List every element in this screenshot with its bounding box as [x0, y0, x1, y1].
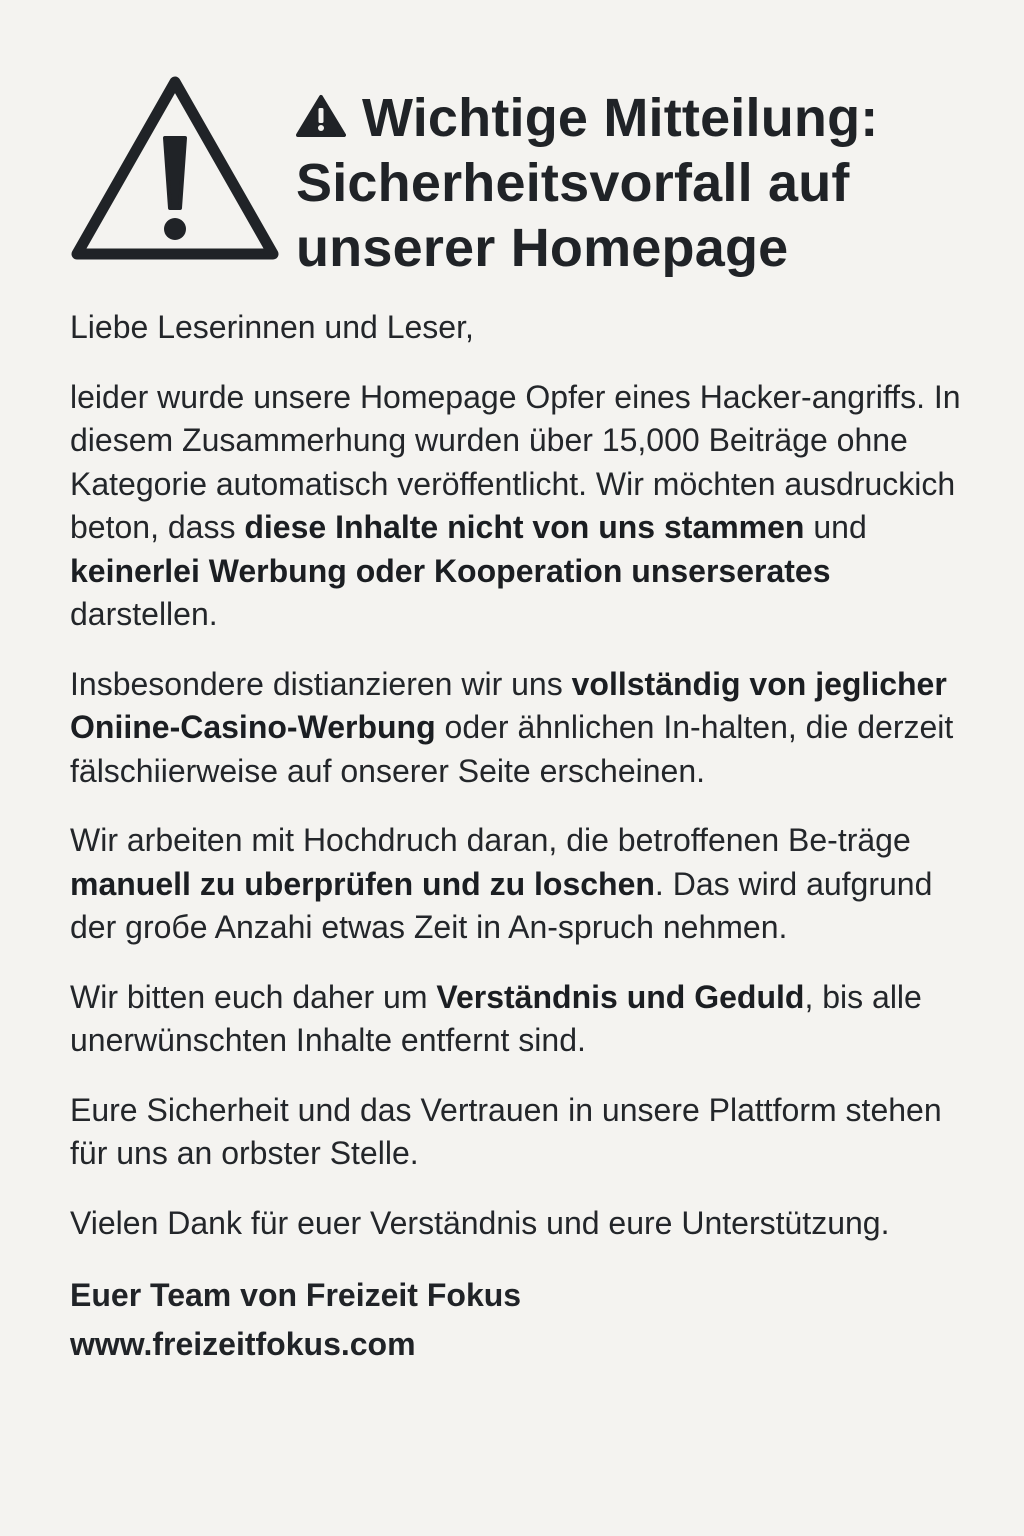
- emphasis-text: Verständnis und Geduld: [436, 978, 805, 1015]
- notice-header: [68, 72, 968, 278]
- page-title: [296, 86, 996, 281]
- paragraph-text: Wir bitten euch daher um: [70, 978, 437, 1015]
- paragraph-text: . Das wird aufgrund der groбe Anzahi etwas Zeit in An-spruch nehmen.: [70, 865, 933, 945]
- greeting: [70, 306, 970, 350]
- paragraph-text: leider wurde unsere Homepage Opfer eines Hacker-angriffs. In diesem Zusammerhung wurden über 15,000 Beiträge ohne Kategorie automatisch veröffentlicht. Wir möchten ausdruckich beton, dass: [70, 378, 961, 545]
- signature-website: www.freizeitfokus.com: [70, 1326, 416, 1362]
- paragraph-text: und: [804, 509, 867, 545]
- paragraph-text: darstellen.: [70, 596, 218, 632]
- paragraph-text: , bis alle unerwünschten Inhalte entfernt sind.: [70, 978, 922, 1058]
- paragraph-cleanup: [70, 819, 970, 950]
- paragraph-text: oder ähnlichen In-halten, die derzeit fälschiierweise auf onserer Seite erscheinen.: [70, 709, 954, 789]
- paragraph-thanks: [70, 1202, 970, 1246]
- paragraph-text: Wir arbeiten mit Hochdruch daran, die betroffenen Be-träge: [70, 822, 911, 858]
- paragraph-text: Eure Sicherheit und das Vertrauen in unsere Plattform stehen für uns an orbster Stelle.: [70, 1091, 942, 1171]
- emphasis-text: manuell zu uberprüfen und zu loschen: [70, 865, 655, 902]
- paragraph-patience: [70, 976, 970, 1063]
- greeting-text: Liebe Leserinnen und Leser,: [70, 309, 474, 345]
- emphasis-text: keinerlei Werbung oder Kooperation unserserates: [70, 552, 831, 589]
- paragraph-security: [70, 1089, 970, 1176]
- warning-triangle-icon: [68, 72, 282, 268]
- paragraph-distance: [70, 663, 970, 794]
- paragraph-hack-notice: [70, 376, 970, 637]
- title-line-3: unserer Homepage: [296, 218, 789, 278]
- paragraph-text: Vielen Dank für euer Verständnis und eure Unterstützung.: [70, 1204, 890, 1241]
- warning-triangle-icon: [296, 94, 346, 138]
- title-line-1: Wichtige Mitteilung:: [362, 88, 879, 148]
- signature: [70, 1271, 970, 1369]
- title-line-2: Sicherheitsvorfall auf: [296, 153, 850, 213]
- signature-team: Euer Team von Freizeit Fokus: [70, 1277, 522, 1313]
- emphasis-text: diese Inhalte nicht von uns stammen: [244, 509, 805, 545]
- notice-body: [70, 306, 970, 1369]
- paragraph-text: Insbesondere distianzieren wir uns: [70, 665, 572, 702]
- emphasis-text: vollständig von jeglicher Oniine-Casino-Werbung: [70, 665, 947, 745]
